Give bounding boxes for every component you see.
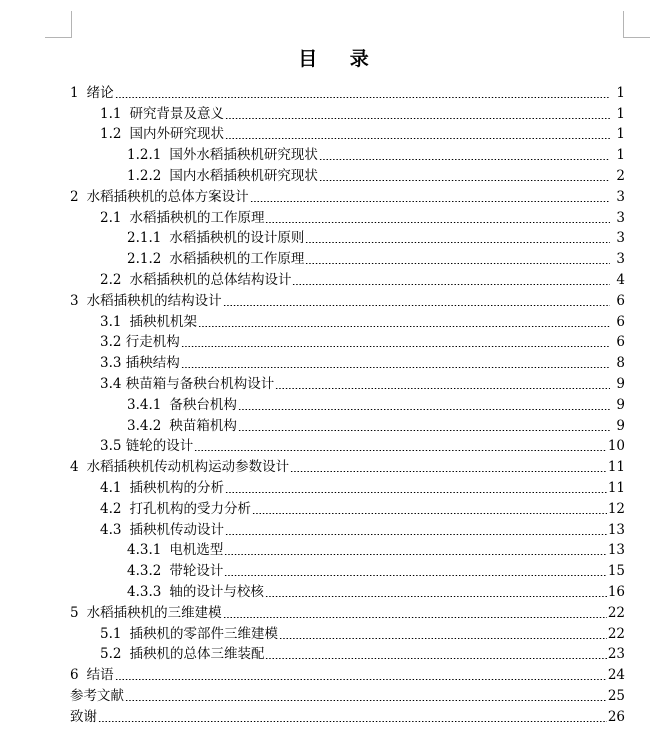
toc-entry[interactable]: [0, 601, 667, 622]
toc-entry-title: 秧苗箱机构: [169, 417, 237, 434]
toc-entry-number: 1: [70, 84, 79, 101]
toc-entry-number: 1.2.2: [127, 167, 162, 184]
toc-entry-number: 5.1: [100, 625, 122, 642]
toc-entry[interactable]: [0, 414, 667, 435]
toc-dot-leader: [290, 471, 607, 472]
toc-entry[interactable]: [0, 351, 667, 372]
toc-dot-leader: [115, 97, 610, 98]
toc-entry-number: 5.2: [100, 646, 122, 663]
toc-entry[interactable]: [0, 289, 667, 310]
toc-entry-number: 2.1.2: [127, 251, 162, 268]
toc-entry-number: 5: [70, 604, 79, 621]
toc-entry-title: 备秧台机构: [169, 396, 237, 413]
toc-entry-number: 3.4.1: [127, 396, 162, 413]
toc-dot-leader: [223, 617, 607, 618]
toc-entry[interactable]: [0, 247, 667, 268]
toc-page-number: 22: [607, 604, 625, 621]
toc-page-number: 6: [616, 334, 625, 351]
toc-entry-title: 致谢: [70, 708, 97, 725]
toc-entry[interactable]: [0, 393, 667, 414]
toc-entry[interactable]: [0, 102, 667, 123]
toc-entry-title: 国内外研究现状: [129, 126, 224, 143]
toc-entry-title: 水稻插秧机的三维建模: [86, 604, 222, 621]
table-of-contents: [0, 81, 667, 726]
toc-dot-leader: [265, 658, 606, 659]
toc-page-number: 10: [607, 438, 625, 455]
toc-entry-title: 3.2 行走机构: [100, 334, 180, 351]
toc-page-number: 11: [607, 479, 625, 496]
toc-dot-leader: [224, 554, 606, 555]
toc-entry-number: 2.1.1: [127, 230, 162, 247]
toc-entry-title: 水稻插秧机传动机构运动参数设计: [86, 459, 290, 476]
toc-page-number: 24: [607, 667, 625, 684]
toc-entry-title: 打孔机构的受力分析: [129, 500, 251, 517]
toc-dot-leader: [98, 721, 607, 722]
toc-entry[interactable]: [0, 663, 667, 684]
toc-page-number: 4: [616, 271, 625, 288]
toc-entry-title: 插秧机传动设计: [129, 521, 224, 538]
toc-entry-title: 结语: [86, 667, 114, 684]
toc-entry-number: 4: [70, 459, 79, 476]
page-title: 目 录: [298, 48, 382, 70]
toc-page-number: 13: [607, 542, 625, 559]
toc-entry-title: 水稻插秧机的结构设计: [86, 292, 222, 309]
toc-entry[interactable]: [0, 268, 667, 289]
toc-dot-leader: [223, 305, 610, 306]
toc-dot-leader: [319, 180, 610, 181]
toc-page-number: 1: [616, 147, 625, 164]
toc-entry-number: 1.2.1: [127, 147, 162, 164]
toc-dot-leader: [275, 388, 610, 389]
toc-entry-number: 4.3.2: [127, 563, 162, 580]
toc-entry-title: 轴的设计与校核: [169, 583, 264, 600]
toc-entry[interactable]: [0, 164, 667, 185]
toc-page-number: 3: [616, 230, 625, 247]
toc-entry-title: 水稻插秧机的设计原则: [169, 230, 305, 247]
toc-page-number: 26: [607, 708, 625, 725]
toc-page-number: 6: [616, 292, 625, 309]
toc-entry-title: 3.5 链轮的设计: [100, 438, 194, 455]
toc-dot-leader: [238, 409, 610, 410]
toc-entry-number: 2.2: [100, 271, 122, 288]
toc-dot-leader: [238, 430, 610, 431]
toc-entry-number: 3.4.2: [127, 417, 162, 434]
toc-entry-number: 2: [70, 188, 79, 205]
toc-page-number: 9: [616, 375, 625, 392]
toc-entry[interactable]: [0, 455, 667, 476]
toc-entry-number: 6: [70, 667, 79, 684]
toc-page-number: 3: [616, 251, 625, 268]
toc-page-number: 9: [616, 417, 625, 434]
toc-entry-title: 水稻插秧机的工作原理: [169, 251, 305, 268]
toc-page-number: 16: [607, 583, 625, 600]
toc-dot-leader: [305, 263, 610, 264]
toc-entry[interactable]: [0, 684, 667, 705]
toc-dot-leader: [225, 492, 607, 493]
toc-dot-leader: [198, 326, 610, 327]
toc-entry-title: 电机选型: [169, 542, 224, 559]
toc-entry[interactable]: [0, 622, 667, 643]
toc-entry-title: 绪论: [86, 84, 114, 101]
toc-entry-number: 3: [70, 292, 79, 309]
toc-page-number: 25: [607, 687, 625, 704]
toc-entry[interactable]: [0, 227, 667, 248]
toc-dot-leader: [265, 596, 607, 597]
toc-page-number: 8: [616, 355, 625, 372]
toc-dot-leader: [194, 450, 607, 451]
toc-dot-leader: [252, 513, 607, 514]
toc-entry[interactable]: [0, 518, 667, 539]
toc-entry-number: 4.3.1: [127, 542, 162, 559]
toc-page-number: 3: [616, 188, 625, 205]
toc-dot-leader: [224, 575, 606, 576]
toc-dot-leader: [265, 222, 610, 223]
toc-entry-title: 国内水稻插秧机研究现状: [169, 167, 318, 184]
toc-dot-leader: [279, 638, 607, 639]
toc-dot-leader: [292, 284, 610, 285]
toc-entry-title: 国外水稻插秧机研究现状: [169, 147, 318, 164]
page-corner-mark-top-right: [623, 11, 650, 38]
toc-entry-title: 参考文献: [70, 687, 124, 704]
toc-entry[interactable]: [0, 81, 667, 102]
toc-dot-leader: [125, 700, 607, 701]
toc-page-number: 6: [616, 313, 625, 330]
toc-dot-leader: [319, 159, 610, 160]
toc-entry-number: 4.3.3: [127, 583, 162, 600]
toc-entry[interactable]: [0, 643, 667, 664]
toc-entry-title: 3.3 插秧结构: [100, 355, 180, 372]
toc-entry[interactable]: [0, 310, 667, 331]
toc-page-number: 12: [607, 500, 625, 517]
toc-dot-leader: [305, 242, 610, 243]
toc-dot-leader: [225, 534, 607, 535]
toc-entry-title: 插秧机的零部件三维建模: [129, 625, 278, 642]
toc-dot-leader: [225, 138, 610, 139]
toc-entry-title: 3.4 秧苗箱与备秧台机构设计: [100, 375, 275, 392]
toc-page-number: 3: [616, 209, 625, 226]
toc-entry-number: 2.1: [100, 209, 122, 226]
toc-dot-leader: [181, 346, 610, 347]
toc-page-number: 13: [607, 521, 625, 538]
toc-page-number: 1: [616, 126, 625, 143]
toc-entry[interactable]: [0, 539, 667, 560]
toc-entry-title: 水稻插秧机的总体结构设计: [129, 271, 292, 288]
page-corner-mark-top-left: [45, 11, 72, 38]
toc-dot-leader: [181, 367, 610, 368]
toc-page-number: 23: [607, 646, 625, 663]
toc-entry[interactable]: [0, 143, 667, 164]
toc-entry-number: 1.1: [100, 105, 122, 122]
toc-entry[interactable]: [0, 331, 667, 352]
toc-entry-number: 3.1: [100, 313, 122, 330]
toc-entry[interactable]: [0, 185, 667, 206]
toc-entry[interactable]: [0, 123, 667, 144]
toc-page-number: 9: [616, 396, 625, 413]
toc-entry-title: 水稻插秧机的总体方案设计: [86, 188, 249, 205]
toc-entry-number: 4.2: [100, 500, 122, 517]
toc-entry-number: 4.1: [100, 479, 122, 496]
toc-page-number: 11: [607, 459, 625, 476]
toc-entry[interactable]: [0, 435, 667, 456]
toc-page-number: 2: [616, 167, 625, 184]
toc-page-number: 22: [607, 625, 625, 642]
toc-page-number: 1: [616, 105, 625, 122]
toc-entry[interactable]: [0, 206, 667, 227]
toc-entry-title: 插秧机机架: [129, 313, 197, 330]
toc-entry[interactable]: [0, 705, 667, 726]
toc-dot-leader: [250, 201, 610, 202]
toc-entry-title: 带轮设计: [169, 563, 224, 580]
toc-entry[interactable]: [0, 580, 667, 601]
toc-entry[interactable]: [0, 372, 667, 393]
toc-entry-title: 插秧机的总体三维装配: [129, 646, 265, 663]
toc-dot-leader: [115, 679, 607, 680]
toc-entry-number: 4.3: [100, 521, 122, 538]
toc-entry[interactable]: [0, 476, 667, 497]
toc-entry-title: 插秧机构的分析: [129, 479, 224, 496]
toc-entry[interactable]: [0, 497, 667, 518]
toc-entry-title: 研究背景及意义: [129, 105, 224, 122]
toc-entry-title: 水稻插秧机的工作原理: [129, 209, 265, 226]
toc-page-number: 15: [607, 563, 625, 580]
toc-entry[interactable]: [0, 559, 667, 580]
toc-entry-number: 1.2: [100, 126, 122, 143]
toc-dot-leader: [225, 118, 610, 119]
toc-page-number: 1: [616, 84, 625, 101]
